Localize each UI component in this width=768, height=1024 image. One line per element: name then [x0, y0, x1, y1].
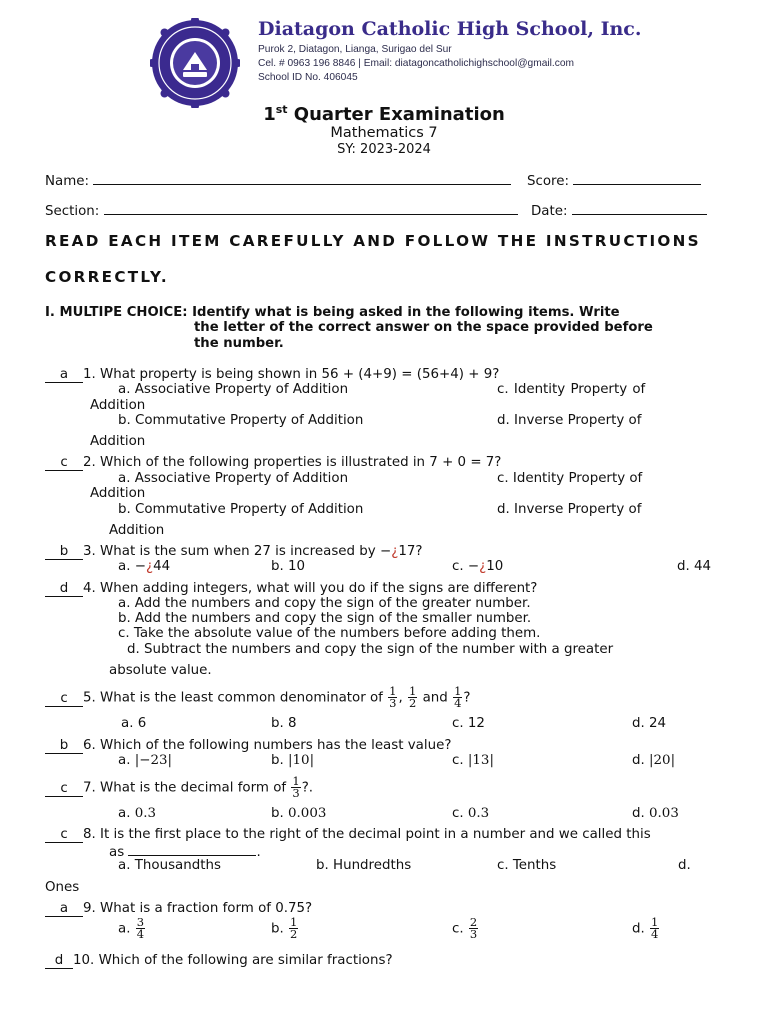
- option-a: a. Add the numbers and copy the sign of the greater number.: [118, 596, 531, 611]
- option-d: d. Subtract the numbers and copy the sign of the number with a greater: [127, 642, 614, 657]
- option-d: d. |20|: [632, 753, 676, 768]
- option-a: a. Thousandths: [118, 858, 221, 873]
- fraction: $\frac{1}{4}$: [651, 915, 659, 941]
- option-d: d. Inverse Property of: [497, 502, 642, 517]
- option-c: c. $\frac{2}{3}$: [452, 915, 478, 941]
- section-line[interactable]: [104, 202, 518, 215]
- option-a: a. Associative Property of Addition: [118, 382, 349, 397]
- fraction: $\frac{1}{2}$: [409, 684, 417, 710]
- option-d: d. $\frac{1}{4}$: [632, 915, 659, 941]
- question-4: d 4. When adding integers, what will you do if the signs are different?: [45, 581, 537, 597]
- option-a: a. $\frac{3}{4}$: [118, 915, 145, 941]
- date-line[interactable]: [572, 202, 707, 215]
- option-a: a. |−23|: [118, 753, 173, 768]
- option-c-cont: Addition: [90, 486, 146, 501]
- option-a: a. 0.3: [118, 806, 157, 821]
- option-b: b. Add the numbers and copy the sign of the smaller number.: [118, 611, 532, 626]
- exam-sy: SY: 2023-2024: [337, 142, 431, 157]
- answer-blank[interactable]: c: [45, 691, 83, 707]
- question-8-cont: as .: [109, 845, 261, 860]
- option-d: d. 24: [632, 716, 667, 731]
- question-3: b 3. What is the sum when 27 is increased by −¿17?: [45, 544, 422, 560]
- school-address: Purok 2, Diatagon, Lianga, Surigao del Sur: [258, 44, 452, 55]
- option-b: b. 0.003: [271, 806, 327, 821]
- question-8: c 8. It is the first place to the right of the decimal point in a number and we called this: [45, 827, 651, 843]
- answer-blank[interactable]: b: [45, 544, 83, 560]
- question-2: c 2. Which of the following properties is illustrated in 7 + 0 = 7?: [45, 455, 501, 471]
- question-10: d 10. Which of the following are similar fractions?: [45, 953, 393, 969]
- option-d: d. 44: [677, 559, 712, 574]
- name-line[interactable]: [93, 172, 511, 185]
- school-name: Diatagon Catholic High School, Inc.: [258, 18, 642, 40]
- school-logo: [150, 18, 240, 108]
- school-contact: Cel. # 0963 196 8846 | Email: diatagoncatholichighschool@gmail.com: [258, 58, 574, 69]
- option-c: c. −¿10: [452, 559, 504, 574]
- option-d-cont: Addition: [90, 434, 146, 449]
- option-b: b. 10: [271, 559, 306, 574]
- fraction: $\frac{1}{3}$: [389, 684, 397, 710]
- date-label: Date:: [531, 204, 568, 219]
- option-b: b. |10|: [271, 753, 315, 768]
- answer-blank[interactable]: c: [45, 827, 83, 843]
- part1-line2: the letter of the correct answer on the space provided before: [194, 320, 653, 335]
- option-d: d. 0.03: [632, 806, 679, 821]
- option-d-cont: absolute value.: [109, 663, 212, 678]
- fill-blank[interactable]: [128, 843, 256, 856]
- option-d: d.: [678, 858, 691, 873]
- option-d-cont: Ones: [45, 880, 80, 895]
- fraction: $\frac{1}{2}$: [290, 915, 298, 941]
- option-b: b. 8: [271, 716, 297, 731]
- option-c: c. 0.3: [452, 806, 490, 821]
- part1-label: I. MULTIPE CHOICE: Identify what is being asked in the following items. Write: [45, 305, 620, 320]
- option-d: d. Inverse Property of: [497, 413, 642, 428]
- option-b: b. $\frac{1}{2}$: [271, 915, 298, 941]
- option-c-cont: Addition: [90, 398, 146, 413]
- answer-blank[interactable]: d: [45, 953, 73, 969]
- option-a: a. −¿44: [118, 559, 171, 574]
- option-c: c. Take the absolute value of the numbers before adding them.: [118, 626, 541, 641]
- option-c: c. 12: [452, 716, 485, 731]
- answer-blank[interactable]: c: [45, 781, 83, 797]
- option-c: c. Identity Property of: [497, 471, 643, 486]
- answer-blank[interactable]: b: [45, 738, 83, 754]
- option-a: a. Associative Property of Addition: [118, 471, 349, 486]
- part1-line3: the number.: [194, 336, 284, 351]
- fraction: $\frac{1}{4}$: [454, 684, 462, 710]
- section-field[interactable]: [45, 202, 518, 219]
- question-7: c 7. What is the decimal form of $\frac{1}{3}$ ?.: [45, 776, 313, 799]
- option-d-cont: Addition: [109, 523, 165, 538]
- school-id: School ID No. 406045: [258, 72, 358, 83]
- option-a: a. 6: [121, 716, 147, 731]
- question-9: a 9. What is a fraction form of 0.75?: [45, 901, 312, 917]
- fraction: $\frac{1}{3}$: [292, 774, 300, 800]
- answer-blank[interactable]: d: [45, 581, 83, 597]
- question-5: c 5. What is the least common denominator of $\frac{1}{3}$ , $\frac{1}{2}$ and $\frac{1}{4}$ ?: [45, 686, 471, 709]
- question-1: a 1. What property is being shown in 56 + (4+9) = (56+4) + 9?: [45, 367, 499, 383]
- option-b: b. Hundredths: [316, 858, 412, 873]
- date-field[interactable]: [531, 202, 707, 219]
- question-6: b 6. Which of the following numbers has the least value?: [45, 738, 451, 754]
- score-label: Score:: [527, 174, 570, 189]
- name-field[interactable]: [45, 172, 511, 189]
- fraction: $\frac{3}{4}$: [136, 915, 145, 941]
- instructions-line2: CORRECTLY.: [45, 268, 169, 286]
- exam-subject: Mathematics 7: [330, 125, 438, 141]
- option-c: c. |13|: [452, 753, 494, 768]
- option-b: b. Commutative Property of Addition: [118, 502, 364, 517]
- answer-blank[interactable]: a: [45, 367, 83, 383]
- answer-blank[interactable]: c: [45, 455, 83, 471]
- fraction: $\frac{2}{3}$: [469, 915, 478, 941]
- section-label: Section:: [45, 204, 100, 219]
- option-c: c. Identity Property of: [497, 382, 646, 397]
- exam-title: 1st Quarter Examination: [263, 103, 505, 125]
- option-c: c. Tenths: [497, 858, 557, 873]
- option-b: b. Commutative Property of Addition: [118, 413, 364, 428]
- score-field[interactable]: [527, 172, 701, 189]
- name-label: Name:: [45, 174, 90, 189]
- score-line[interactable]: [573, 172, 701, 185]
- answer-blank[interactable]: a: [45, 901, 83, 917]
- instructions-line1: READ EACH ITEM CAREFULLY AND FOLLOW THE INSTRUCTIONS: [45, 232, 701, 250]
